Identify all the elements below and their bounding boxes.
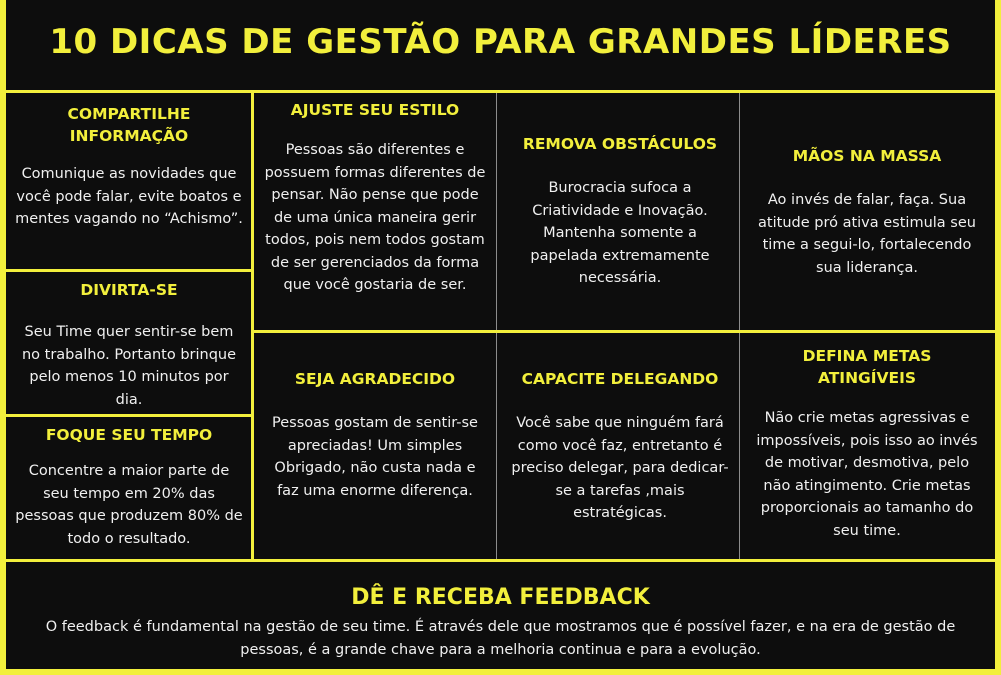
tip-text: Pessoas são diferentes e possuem formas diferentes de pensar. Não pense que pode de uma única maneira gerir todos, pois nem todos gostam de ser gerenciados da forma que você gostaria de ser. (264, 142, 486, 293)
tip-text: Você sabe que ninguém fará como você faz, entretanto é preciso delegar, para dedicar-se a tarefas ,mais estratégicas. (511, 415, 729, 521)
tip-title: MÃOS NA MASSA (792, 147, 942, 165)
tip-title: AJUSTE SEU ESTILO (290, 101, 460, 119)
tip-text: Não crie metas agressivas e impossíveis, pois isso ao invés de motivar, desmotiva, pelo não atingimento. Crie metas proporcionais ao tamanho do seu time. (756, 410, 978, 539)
feedback-title: DÊ E RECEBA FEEDBACK (351, 585, 650, 610)
divider (6, 269, 251, 272)
tip-title: FOQUE SEU TEMPO (45, 426, 213, 444)
tip-ajuste (264, 99, 486, 297)
tip-title: CAPACITE DELEGANDO (521, 370, 719, 388)
tip-foque (14, 424, 244, 550)
tip-text: Pessoas gostam de sentir-se apreciadas! Um simples Obrigado, não custa nada e faz uma enorme diferença. (272, 415, 478, 499)
tip-text: Burocracia sufoca a Criatividade e Inovação. Mantenha somente a papelada extremamente necessária. (530, 180, 710, 286)
tip-title: ATINGÍVEIS (817, 369, 917, 387)
tip-seja (264, 368, 486, 502)
tip-text: Ao invés de falar, faça. Sua atitude pró ativa estimula seu time a segui-lo, fortalecendo sua liderança. (758, 192, 976, 276)
divider (6, 414, 251, 417)
tips-grid (6, 90, 995, 562)
feedback-text: O feedback é fundamental na gestão de seu time. É através dele que mostramos que é possível fazer, e na era de gestão de pessoas, é a grande chave para a melhoria continua e para a evolução. (45, 619, 956, 658)
tip-defina (751, 345, 983, 542)
feedback-section (6, 565, 995, 669)
tip-text: Comunique as novidades que você pode falar, evite boatos e mentes vagando no “Achismo”. (15, 166, 243, 227)
tip-maos (751, 145, 983, 279)
tip-remova (509, 133, 731, 290)
divider (251, 93, 254, 559)
tip-title: INFORMAÇÃO (69, 127, 189, 145)
tip-compartilhe (14, 103, 244, 231)
page-title: 10 DICAS DE GESTÃO PARA GRANDES LÍDERES (49, 22, 952, 62)
tip-text: Seu Time quer sentir-se bem no trabalho. Portanto brinque pelo menos 10 minutos por dia. (21, 324, 237, 408)
tip-title: SEJA AGRADECIDO (294, 370, 456, 388)
tip-title: COMPARTILHE (67, 105, 191, 123)
tip-capacite (509, 368, 731, 525)
tip-text: Concentre a maior parte de seu tempo em 20% das pessoas que produzem 80% de todo o resultado. (15, 463, 243, 547)
tip-title: DEFINA METAS (802, 347, 932, 365)
tip-title: DIVIRTA-SE (80, 281, 178, 299)
tip-divirta (14, 279, 244, 411)
divider (251, 330, 995, 333)
divider (496, 93, 497, 559)
divider (739, 93, 740, 559)
tip-title: REMOVA OBSTÁCULOS (522, 135, 718, 153)
